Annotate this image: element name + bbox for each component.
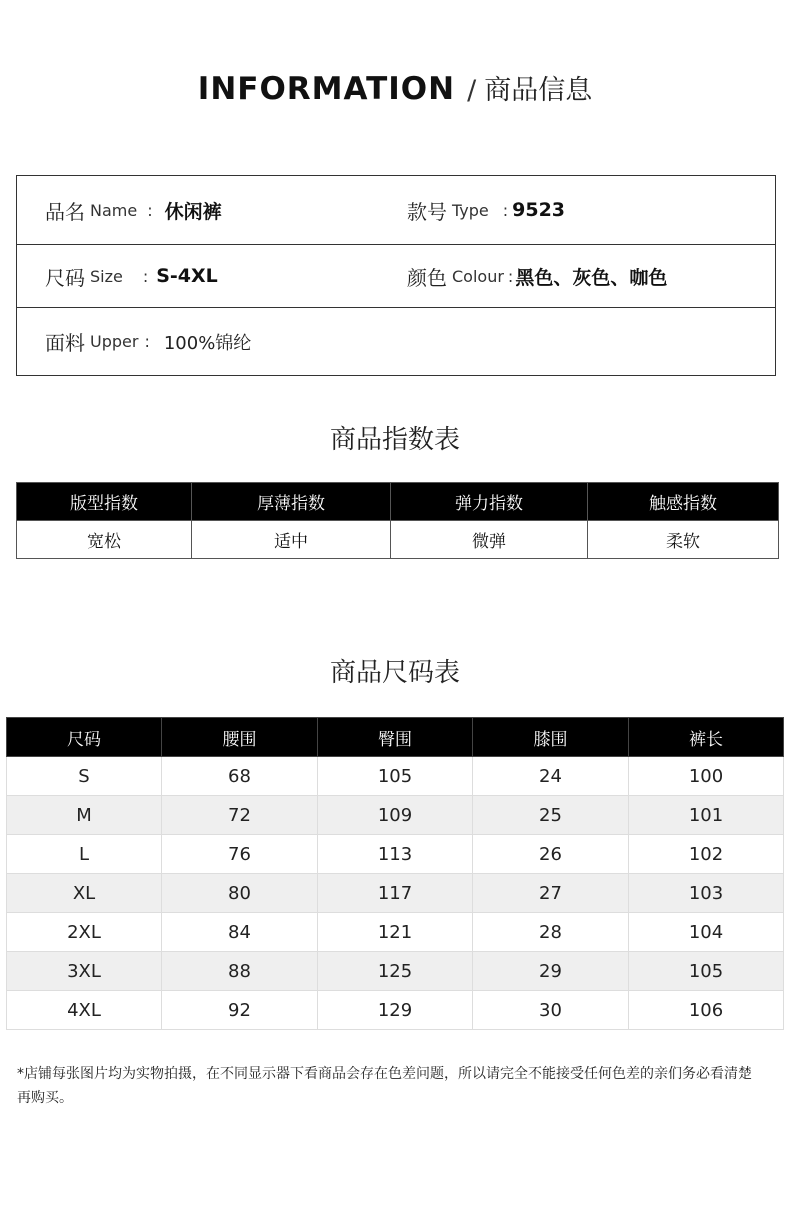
table-row <box>7 796 784 835</box>
title-separator: / <box>467 75 477 106</box>
size-colon: : <box>142 266 149 286</box>
table-cell: 3XL <box>7 952 162 991</box>
type-label-cn: 款号 <box>407 199 447 224</box>
table-cell: 106 <box>629 991 784 1030</box>
colour-colon: : <box>507 266 514 286</box>
size-header-cell: 尺码 <box>7 718 162 757</box>
name-colon: : <box>147 200 153 220</box>
index-header-row <box>17 483 779 521</box>
table-cell: 72 <box>162 796 318 835</box>
index-header-cell: 版型指数 <box>17 483 192 521</box>
type-colon: : <box>502 200 509 220</box>
table-cell: 68 <box>162 757 318 796</box>
table-cell: L <box>7 835 162 874</box>
table-cell: 4XL <box>7 991 162 1030</box>
index-header-cell: 弹力指数 <box>391 483 588 521</box>
table-cell: 125 <box>318 952 473 991</box>
type-value: 9523 <box>512 199 566 221</box>
info-row-size-colour <box>17 245 775 308</box>
index-table <box>16 482 779 559</box>
size-header-row <box>7 718 784 757</box>
table-row <box>7 757 784 796</box>
table-cell: 109 <box>318 796 473 835</box>
type-label-en: Type <box>452 200 489 220</box>
size-header-cell: 膝围 <box>473 718 629 757</box>
info-type <box>407 176 565 244</box>
table-cell: 28 <box>473 913 629 952</box>
upper-value: 100%锦纶 <box>163 332 252 354</box>
size-value: S-4XL <box>156 265 218 287</box>
table-cell: 24 <box>473 757 629 796</box>
table-cell: 27 <box>473 874 629 913</box>
size-table-title: 商品尺码表 <box>329 658 460 688</box>
table-cell: M <box>7 796 162 835</box>
footnote-disclaimer: *店铺每张图片均为实物拍摄，在不同显示器下看商品会存在色差问题，所以请完全不能接受任何色差的亲们务必看清楚再购买。 <box>17 1066 752 1106</box>
index-header-cell: 厚薄指数 <box>192 483 391 521</box>
table-row <box>7 952 784 991</box>
upper-label-en: Upper <box>90 332 139 351</box>
table-cell: 129 <box>318 991 473 1030</box>
index-value-cell: 适中 <box>192 521 391 559</box>
info-row-name-type <box>17 176 775 245</box>
table-cell: 2XL <box>7 913 162 952</box>
upper-label-cn: 面料 <box>45 331 85 355</box>
info-name <box>45 176 222 244</box>
table-row <box>7 991 784 1030</box>
table-cell: 30 <box>473 991 629 1030</box>
table-row <box>7 874 784 913</box>
table-cell: 104 <box>629 913 784 952</box>
table-cell: 76 <box>162 835 318 874</box>
table-cell: 103 <box>629 874 784 913</box>
table-cell: 84 <box>162 913 318 952</box>
size-header-cell: 腰围 <box>162 718 318 757</box>
table-row <box>7 913 784 952</box>
title-chinese: 商品信息 <box>484 75 593 106</box>
page-title <box>0 68 790 107</box>
table-row <box>7 835 784 874</box>
table-cell: 117 <box>318 874 473 913</box>
table-cell: 100 <box>629 757 784 796</box>
info-colour <box>407 245 667 307</box>
index-value-cell: 柔软 <box>588 521 779 559</box>
product-info-box <box>16 175 776 376</box>
table-cell: 80 <box>162 874 318 913</box>
table-cell: XL <box>7 874 162 913</box>
size-label-cn: 尺码 <box>45 265 85 290</box>
table-cell: S <box>7 757 162 796</box>
index-value-cell: 微弹 <box>391 521 588 559</box>
name-label-en: Name <box>90 200 138 220</box>
colour-label-cn: 颜色 <box>407 265 447 290</box>
name-value: 休闲裤 <box>164 200 222 223</box>
table-cell: 121 <box>318 913 473 952</box>
name-label-cn: 品名 <box>45 199 85 224</box>
table-cell: 113 <box>318 835 473 874</box>
table-cell: 101 <box>629 796 784 835</box>
table-cell: 92 <box>162 991 318 1030</box>
colour-label-en: Colour <box>452 266 504 286</box>
index-value-cell: 宽松 <box>17 521 192 559</box>
table-cell: 25 <box>473 796 629 835</box>
table-cell: 88 <box>162 952 318 991</box>
size-header-cell: 裤长 <box>629 718 784 757</box>
table-cell: 26 <box>473 835 629 874</box>
index-header-cell: 触感指数 <box>588 483 779 521</box>
table-cell: 102 <box>629 835 784 874</box>
table-cell: 105 <box>629 952 784 991</box>
upper-colon: : <box>144 332 150 351</box>
size-table <box>6 717 784 1030</box>
size-header-cell: 臀围 <box>318 718 473 757</box>
size-label-en: Size <box>90 266 123 286</box>
info-size <box>45 245 218 307</box>
table-cell: 29 <box>473 952 629 991</box>
info-upper <box>45 308 251 375</box>
index-table-title: 商品指数表 <box>329 425 460 455</box>
table-cell: 105 <box>318 757 473 796</box>
title-english: INFORMATION <box>197 71 456 107</box>
info-row-upper <box>17 308 775 375</box>
index-value-row <box>17 521 779 559</box>
colour-value: 黑色、灰色、咖色 <box>515 266 668 289</box>
